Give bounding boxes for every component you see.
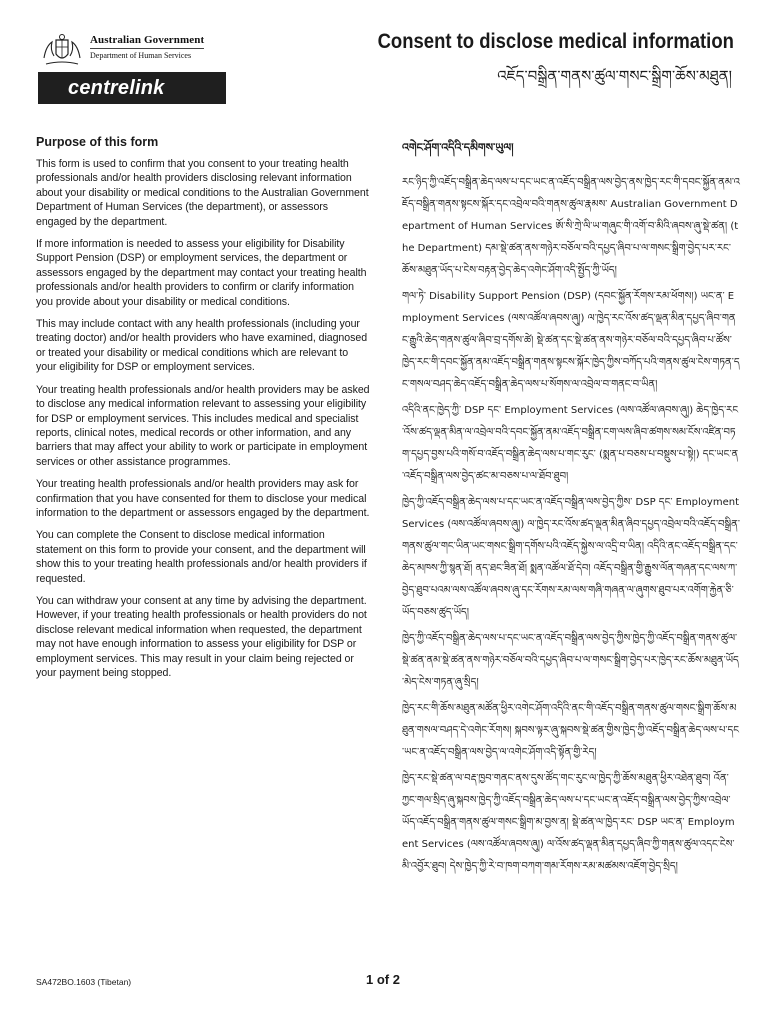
- paragraph-tibetan: ཁྱེད་རང་སྡེ་ཚན་ལ་བརྡ་ཁྱབ་གནང་ནས་དུས་ཚོད་གང་རུང་ལ་ཁྱེད་ཀྱི་ཆོས་མཐུན་ཕྱིར་འཐེན་ཐུབ། འོན་ཀྱང་གལ་སྲིད་ཞུ་སྐབས་ཁྱེད་ཀྱི་འཇོད་བསྒྲིན་ཆེད་ལས་པ་དང་ཡང་ན་འཇོད་བསྒྲིན་ལས་བྱེད་ཀྱིས་འབྲེལ་ཡོད་འཇོད་བསྒྲིན་གནས་ཚུལ་གསང་སྒྲིག་མ་བྱས་ན། སྡེ་ཚན་ལ་ཁྱེད་རང་ DSP ཡང་ན་ Employment Services (ལས་འཚོལ་ཞབས་ཞུ།) ལ་འོས་ཚད་ལྡན་མིན་དཔྱད་ཞིབ་ཀྱི་གནས་ཚུལ་འདང་ངེས་མི་འབྱོར་ཐུབ། དེས་ཁྱེད་ཀྱི་རེ་བ་ཁག་བཀག་གམ་རོགས་རམ་མཚམས་འཇོག་བྱེད་སྲིད།: [402, 773, 735, 872]
- department-name: Department of Human Services: [90, 51, 192, 60]
- paragraph: Your treating health professionals and/or health providers may ask for confirmation that you have consented for them to disclose your medical information to the department or assessors engaged by the department.: [36, 478, 370, 519]
- paragraph: This form is used to confirm that you consent to your treating health professionals and/or health providers disclosing relevant information about your disability or medical conditions to the Australian Government Department of Human Services (the department), or assessors engaged by the department.: [36, 158, 369, 228]
- english-column: [36, 135, 371, 688]
- paragraph: You can withdraw your consent at any time by advising the department. However, if your treating health professionals or health providers do not disclose relevant medical information when requested, the department may not have enough information to assess your eligibility for DSP or employment services. This may result in your claim being rejected or your payment being stopped.: [36, 594, 367, 679]
- form-code: SA472BO.1603 (Tibetan): [36, 977, 132, 987]
- paragraph-tibetan: འདིའི་ནང་ཁྱེད་ཀྱི་ DSP དང་ Employment Services (ལས་འཚོལ་ཞབས་ཞུ།) ཆེད་ཁྱེད་རང་འོས་ཚད་ལྡན་མིན་ལ་འབྲེལ་བའི་དབང་སྐྱོན་ནམ་འཇོད་བསྒྲིན་ངག་ལས་ཞིབ་ཚགས་སམ་ངོས་འཛིན་བཏག་དཔྱད་བྱས་པའི་གསོ་བ་འཇོད་བསྒྲིན་ཆེད་ལས་པ་གང་རུང་ (སྨན་པ་བཅས་པ་བསྡུས་པ་སྟེ།) དང་ཡང་ན་འཇོད་བསྒྲིན་ལས་བྱེད་ཚང་མ་བཅས་པ་ལ་ཐོབ་ཐུབ།: [402, 405, 739, 482]
- paragraph: Your treating health professionals and/or health providers may be asked to disclose any medical information relevant to assessing your eligibility for DSP or employment services. This includes medical and specialist reports, clinical notes, medical records or other information, and any barriers that may affect your ability to work or participate in employment services or other assistance programmes.: [36, 383, 370, 468]
- page-number: 1 of 2: [366, 972, 400, 987]
- form-header: [0, 0, 770, 110]
- government-name: Australian Government: [90, 34, 204, 49]
- paragraph-tibetan: གལ་ཏེ་ Disability Support Pension (DSP) (དབང་སྐྱོན་རོགས་རམ་ཕོགས།) ཡང་ན་ Employment Services (ལས་འཚོལ་ཞབས་ཞུ།) ལ་ཁྱེད་རང་འོས་ཚད་ལྡན་མིན་དཔྱད་ཞིབ་གནང་རྒྱུའི་ཆེད་གནས་ཚུལ་ཞིབ་བྲ་དགོས་ཚེ། སྡེ་ཚན་དང་སྡེ་ཚན་ནས་གཉེར་བཅོལ་བའི་དཔྱད་ཞིབ་པ་ཚོས་ཁྱེད་རང་གི་དབང་སྐྱོན་ནམ་འཇོད་བསྒྲིན་གནས་སྟངས་སྐོར་ཁྱེད་ཀྱིས་བཀོད་པའི་གནས་ཚུལ་ངེས་གཏན་དང་གསལ་བཤད་ཆེད་འཇོད་བསྒྲིན་ཆེད་ལས་པ་སོགས་ལ་འབྲེལ་བ་གནང་བ་ཡིན།: [402, 291, 740, 390]
- page-title: Consent to disclose medical information: [377, 30, 734, 53]
- centrelink-logo: [38, 72, 226, 104]
- paragraph: You can complete the Consent to disclose medical information statement on this form to provide your consent, and the department will show this to your treating health professionals and/or health providers if requested.: [36, 529, 367, 585]
- paragraph: If more information is needed to assess your eligibility for Disability Support Pension (DSP) or employment services, the department or assessors engaged by the department may contact your treating health professionals and/or health providers to confirm or clarify information you provide about your disability or medical conditions.: [36, 238, 367, 308]
- paragraph-tibetan: ཁྱེད་རང་གི་ཆོས་མཐུན་མཚོན་ཕྱིར་འགེང་ཤོག་འདིའི་ནང་གི་འཇོད་བསྒྲིན་གནས་ཚུལ་གསང་སྒྲིག་ཆོས་མཐུན་གསལ་བཤད་དེ་འགེང་རོགས། སྐབས་ལྟར་ཞུ་སྐབས་སྡེ་ཚན་གྱིས་ཁྱེད་ཀྱི་འཇོད་བསྒྲིན་ཆེད་ལས་པ་དང་ཡང་ན་འཇོད་བསྒྲིན་ལས་བྱེད་ལ་འགེང་ཤོག་འདི་སྟོན་གྱི་རེད།: [402, 703, 740, 758]
- tibetan-column: [402, 135, 740, 882]
- section-heading-english: Purpose of this form: [36, 135, 159, 149]
- page-title-tibetan: འཇོད་བསྒྲིན་གནས་ཚུལ་གསང་སྒྲིག་ཆོས་མཐུན།: [497, 67, 732, 85]
- government-text: [90, 34, 204, 60]
- brand-name: centrelink: [68, 76, 165, 99]
- government-logo-block: [40, 32, 230, 68]
- paragraph-tibetan: རང་ཉིད་ཀྱི་འཇོད་བསྒྲིན་ཆེད་ལས་པ་དང་ཡང་ན་འཇོད་བསྒྲིན་ལས་བྱེད་ནས་ཁྱེད་རང་གི་དབང་སྐྱོན་ནམ་འཇོད་བསྒྲིན་གནས་སྟངས་སྐོར་དང་འབྲེལ་བའི་གནས་ཚུལ་རྣམས་ Australian Government Department of Human Services ཨོ་སི་ཀྲེ་ལི་ཡ་གཞུང་གི་འགོ་བ་མིའི་ཞབས་ཞུ་སྡེ་ཚན། (the Department) དམ་སྡེ་ཚན་ནས་གཉེར་བཅོལ་བའི་དཔྱད་ཞིབ་པ་ལ་གསང་སྒྲིག་བྱེད་པར་རང་ཆོས་མཐུན་ཡོད་པ་ངེས་བརྟན་བྱེད་ཆེད་འགེང་ཤོག་འདི་སྤྱོད་ཀྱི་ཡོད།: [402, 177, 740, 276]
- coat-of-arms-icon: [40, 32, 84, 68]
- paragraph-tibetan: ཁྱེད་ཀྱི་འཇོད་བསྒྲིན་ཆེད་ལས་པ་དང་ཡང་ན་འཇོད་བསྒྲིན་ལས་བྱེད་ཀྱིས་ཁྱེད་ཀྱི་འཇོད་བསྒྲིན་གནས་ཚུལ་སྡེ་ཚན་ནམ་སྡེ་ཚན་ནས་གཉེར་བཅོལ་བའི་དཔྱད་ཞིབ་པ་ལ་གསང་སྒྲིག་བྱེད་པར་ཁྱེད་རང་ཆོས་མཐུན་ཡོད་མེད་ངེས་གཏན་ཞུ་སྲིད།: [402, 633, 739, 688]
- paragraph-tibetan: ཁྱེད་ཀྱི་འཇོད་བསྒྲིན་ཆེད་ལས་པ་དང་ཡང་ན་འཇོད་བསྒྲིན་ལས་བྱེད་ཀྱིས་ DSP དང་ Employment Services (ལས་འཚོལ་ཞབས་ཞུ།) ལ་ཁྱེད་རང་འོས་ཚད་ལྡན་མིན་ཞིབ་དཔྱད་འབྲེལ་བའི་འཇོད་བསྒྲིན་གནས་ཚུལ་གང་ཡིན་ཡང་གསང་སྒྲིག་དགོས་པའི་འཇོད་སྐྱེས་ལ་འདྲི་བ་ཡིན། འདིའི་ནང་འཇོད་བསྒྲིན་དང་ཆེད་མཁས་ཀྱི་སྙན་ཐོ། ནད་ཐང་ཟིན་ཐོ། སྨན་འཚོལ་ཐོ་དེབ། འཇོད་བསྒྲིན་གྱི་རྒྱུས་ལོན་གཞན་དང་ལས་ཀ་བྱེད་ཐུབ་པའམ་ལས་འཚོལ་ཞབས་ཞུ་དང་རོགས་རམ་ལས་གཞི་གཞན་ལ་ཞུགས་ཐུབ་པར་འགོག་རྐྱེན་ཅི་ཡོད་བཅས་ཚུད་ཡོད།: [402, 497, 740, 618]
- section-heading-tibetan: འགེང་ཤོག་འདིའི་དམིགས་ཡུལ།: [402, 141, 514, 154]
- paragraph: This may include contact with any health professionals (including your treating doctor) and/or health providers who have examined, diagnosed or treated your disability or medical conditions which are relevant to your eligibility for DSP or employment services.: [36, 318, 368, 374]
